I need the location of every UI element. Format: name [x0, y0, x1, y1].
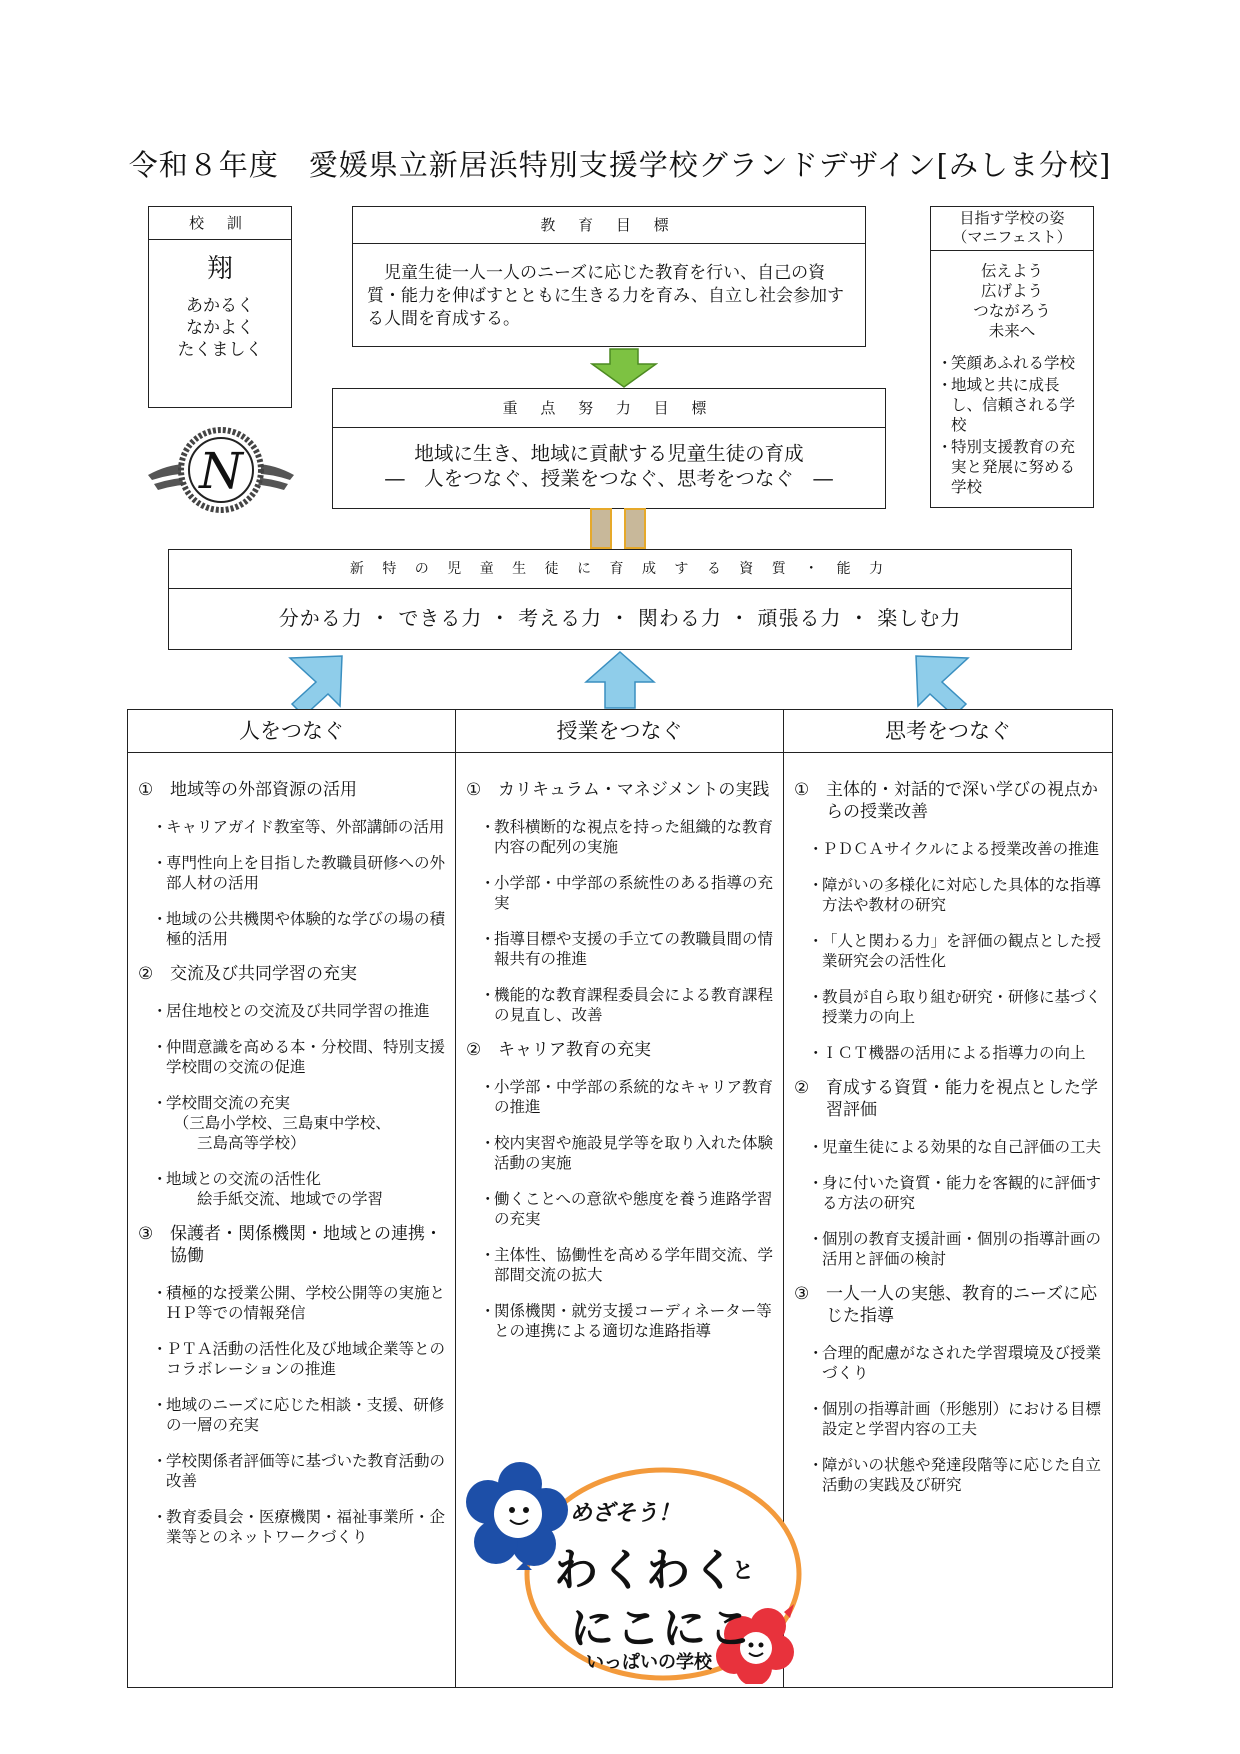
- motto-line: あかるく: [186, 296, 254, 316]
- motto-line: たくましく: [177, 340, 263, 360]
- list-item: 児童生徒による効果的な自己評価の工夫: [822, 1138, 1102, 1156]
- list-item: 小学部・中学部の系統性のある指導の充実: [494, 874, 774, 912]
- section-number: ②: [138, 964, 154, 984]
- list-item: 関係機関・就労支援コーディネーター等との連携による適切な進路指導: [494, 1302, 772, 1340]
- list-item: 身に付いた資質・能力を客観的に評価する方法の研究: [822, 1174, 1102, 1212]
- list-item: ＰＤＣＡサイクルによる授業改善の推進: [822, 840, 1100, 858]
- focus-goal-header: 重 点 努 力 目 標: [333, 389, 885, 428]
- logo-line4: いっぱいの学校: [586, 1652, 712, 1673]
- list-item: 教科横断的な視点を持った組織的な教育内容の配列の実施: [494, 818, 774, 856]
- section-title: 保護者・関係機関・地域との連携・協働: [170, 1224, 442, 1266]
- list-item: 地域との交流の活性化 絵手紙交流、地域での学習: [166, 1170, 384, 1208]
- focus-goal-line1: 地域に生き、地域に貢献する児童生徒の育成: [414, 442, 804, 465]
- list-item: ＩＣＴ機器の活用による指導力の向上: [822, 1044, 1086, 1062]
- manifest-subheader: （マニフェスト）: [952, 228, 1072, 246]
- motto-line: なかよく: [186, 318, 254, 338]
- column-thinking: 思考をつなぐ ① 主体的・対話的で深い学びの視点からの授業改善 ・ ＰＤＣＡサイクルによる授業改善の推進 ・ 障がいの多様化に対応した具体的な指導方法や教材の研究 ・ 「人と関わる力」を評価の観点とした授業研究会の活性化 ・ 教員が自ら取り組む研究・研修に基づく授業力の向上 ・ ＩＣＴ機器の活用による指導力の向上 ② 育成する資質・能力を視点とした学習評価 ・ 児童生徒による効果的な自己評価の工夫 ・ 身に付いた資質・能力を客観的に評価する方法の研究 ・ 個別の教育支援計画・個別の指導計画の活用と評価の検討 ③ 一人一人の実態、教育的ニーズに応じた指導 ・ 合理的配慮がなされた学習環境及び授業づくり ・ 個別の指導計画（形態別）における目標設定と学習内容の工夫 ・ 障がいの状態や発達段階等に応じた自立活動の実践及び研究: [784, 710, 1112, 1687]
- school-emblem: [146, 420, 296, 520]
- list-item: 障がいの状態や発達段階等に応じた自立活動の実践及び研究: [822, 1456, 1102, 1494]
- list-item: 居住地校との交流及び共同学習の推進: [166, 1002, 430, 1020]
- column-lessons: 授業をつなぐ ① カリキュラム・マネジメントの実践 ・ 教科横断的な視点を持った組織的な教育内容の配列の実施 ・ 小学部・中学部の系統性のある指導の充実 ・ 指導目標や支援の手立ての教職員間の情報共有の推進 ・ 機能的な教育課程委員会による教育課程の見直し、改善 ② キャリア教育の充実 ・ 小学部・中学部の系統的なキャリア教育の推進 ・ 校内実習や施設見学等を取り入れた体験活動の実施 ・ 働くことへの意欲や態度を養う進路学習の充実 ・ 主体性、協働性を高める学年間交流、学部間交流の拡大 ・ 関係機関・就労支援コーディネーター等との連携による適切な進路指導: [456, 710, 784, 1687]
- connector-pillar: [624, 508, 646, 549]
- manifest-header: 目指す学校の姿: [959, 209, 1065, 227]
- section-number: ③: [138, 1224, 154, 1244]
- manifest-bullet: 笑顔あふれる学校: [951, 354, 1076, 372]
- manifest-slogan: 伝えよう: [980, 262, 1043, 280]
- column-header: 授業をつなぐ: [456, 710, 783, 753]
- manifest-slogan: 未来へ: [988, 322, 1036, 340]
- logo-line1: めざそう！: [570, 1501, 681, 1526]
- up-arrow-icon: [582, 650, 658, 710]
- up-arrow-icon: [282, 650, 354, 710]
- column-header: 思考をつなぐ: [784, 710, 1112, 753]
- manifest-bullet: 特別支援教育の充実と発展に努める学校: [951, 438, 1076, 496]
- list-item: 仲間意識を高める本・分校間、特別支援学校間の交流の促進: [166, 1038, 446, 1076]
- list-item: 教員が自ら取り組む研究・研修に基づく授業力の向上: [822, 988, 1102, 1026]
- list-item: 主体性、協働性を高める学年間交流、学部間交流の拡大: [494, 1246, 774, 1284]
- abilities-header: 新 特 の 児 童 生 徒 に 育 成 す る 資 質 ・ 能 力: [169, 550, 1071, 589]
- motto-header: 校 訓: [149, 207, 291, 240]
- connector-pillar: [590, 508, 612, 549]
- section-number: ②: [794, 1078, 810, 1098]
- section-number: ①: [466, 780, 482, 800]
- education-goal-box: [352, 206, 866, 347]
- manifest-box: 目指す学校の姿 （マニフェスト） 伝えよう 広げよう つながろう 未来へ ・ 笑顔あふれる学校 ・ 地域と共に成長し、信頼される学校 ・ 特別支援教育の充実と発展に努める学校: [930, 206, 1094, 508]
- list-item: 地域の公共機関や体験的な学びの場の積極的活用: [166, 910, 446, 948]
- logo-to: と: [732, 1559, 755, 1584]
- focus-goal-line2: ― 人をつなぐ、授業をつなぐ、思考をつなぐ ―: [385, 467, 833, 490]
- list-item: 機能的な教育課程委員会による教育課程の見直し、改善: [494, 986, 774, 1024]
- list-item: ＰＴＡ活動の活性化及び地域企業等とのコラボレーションの推進: [166, 1340, 446, 1378]
- emblem-letter: N: [199, 442, 243, 500]
- section-number: ②: [466, 1040, 482, 1060]
- list-item: 個別の指導計画（形態別）における目標設定と学習内容の工夫: [822, 1400, 1102, 1438]
- abilities-text: 分かる力 ・ できる力 ・ 考える力 ・ 関わる力 ・ 頑張る力 ・ 楽しむ力: [278, 606, 962, 630]
- up-arrow-icon: [904, 650, 976, 710]
- list-item: 学校関係者評価等に基づいた教育活動の改善: [166, 1452, 446, 1490]
- section-title: 主体的・対話的で深い学びの視点からの授業改善: [826, 780, 1098, 822]
- logo-line3: にこにこ: [570, 1603, 754, 1654]
- list-item: 「人と関わる力」を評価の観点とした授業研究会の活性化: [822, 932, 1102, 970]
- education-goal-header: 教 育 目 標: [353, 207, 865, 244]
- list-item: 働くことへの意欲や態度を養う進路学習の充実: [494, 1190, 773, 1228]
- list-item: 積極的な授業公開、学校公開等の実施とＨＰ等での情報発信: [166, 1284, 446, 1322]
- section-number: ①: [138, 780, 154, 800]
- list-item: 校内実習や施設見学等を取り入れた体験活動の実施: [494, 1134, 774, 1172]
- section-number: ①: [794, 780, 810, 800]
- education-goal-text: 児童生徒一人一人のニーズに応じた教育を行い、自己の資質・能力を伸ばすとともに生きる力を育み、自立し社会参加する人間を育成する。: [367, 263, 845, 329]
- slogan-logo: [458, 1462, 803, 1684]
- list-item: 障がいの多様化に対応した具体的な指導方法や教材の研究: [822, 876, 1102, 914]
- section-title: 育成する資質・能力を視点とした学習評価: [826, 1078, 1098, 1120]
- list-item: 指導目標や支援の手立ての教職員間の情報共有の推進: [494, 930, 774, 968]
- section-number: ③: [794, 1284, 810, 1304]
- list-item: 学校間交流の充実 （三島小学校、三島東中学校、 三島高等学校）: [166, 1094, 391, 1152]
- list-item: 地域のニーズに応じた相談・支援、研修の一層の充実: [166, 1396, 445, 1434]
- abilities-box: [168, 549, 1072, 650]
- focus-goal-box: [332, 388, 886, 509]
- section-title: 一人一人の実態、教育的ニーズに応じた指導: [826, 1284, 1098, 1326]
- list-item: 合理的配慮がなされた学習環境及び授業づくり: [822, 1344, 1102, 1382]
- column-people: 人をつなぐ ① 地域等の外部資源の活用 ・ キャリアガイド教室等、外部講師の活用 ・ 専門性向上を目指した教職員研修への外部人材の活用 ・ 地域の公共機関や体験的な学びの場の積極的活用 ② 交流及び共同学習の充実 ・ 居住地校との交流及び共同学習の推進 ・ 仲間意識を高める本・分校間、特別支援学校間の交流の促進 ・ 学校間交流の充実 （三島小学校、三島東中学校、 三島高等学校） ・ 地域との交流の活性化 絵手紙交流、地域での学習 ③ 保護者・関係機関・地域との連携・協働 ・ 積極的な授業公開、学校公開等の実施とＨＰ等での情報発信 ・ ＰＴＡ活動の活性化及び地域企業等とのコラボレーションの推進 ・ 地域のニーズに応じた相談・支援、研修の一層の充実 ・ 学校関係者評価等に基づいた教育活動の改善 ・ 教育委員会・医療機関・福祉事業所・企業等とのネットワークづくり: [128, 710, 456, 1687]
- list-item: 個別の教育支援計画・個別の指導計画の活用と評価の検討: [822, 1230, 1102, 1268]
- section-title: 交流及び共同学習の充実: [170, 964, 357, 984]
- motto-main: 翔: [206, 254, 233, 284]
- list-item: 小学部・中学部の系統的なキャリア教育の推進: [494, 1078, 774, 1116]
- manifest-bullet: 地域と共に成長し、信頼される学校: [951, 376, 1076, 434]
- list-item: 専門性向上を目指した教職員研修への外部人材の活用: [166, 854, 446, 892]
- section-title: カリキュラム・マネジメントの実践: [498, 780, 770, 800]
- list-item: 教育委員会・医療機関・福祉事業所・企業等とのネットワークづくり: [166, 1508, 446, 1546]
- column-header: 人をつなぐ: [128, 710, 455, 753]
- section-title: キャリア教育の充実: [498, 1040, 651, 1060]
- page-title: 令和８年度 愛媛県立新居浜特別支援学校グランドデザイン[みしま分校]: [128, 148, 1112, 182]
- motto-box: [148, 206, 292, 408]
- blue-flower-mascot-icon: [466, 1462, 568, 1570]
- manifest-slogan: つながろう: [973, 302, 1051, 320]
- list-item: キャリアガイド教室等、外部講師の活用: [166, 818, 445, 836]
- section-title: 地域等の外部資源の活用: [170, 780, 357, 800]
- down-arrow-icon: [590, 348, 658, 388]
- logo-line2: わくわく: [554, 1545, 738, 1596]
- manifest-slogan: 広げよう: [980, 282, 1043, 300]
